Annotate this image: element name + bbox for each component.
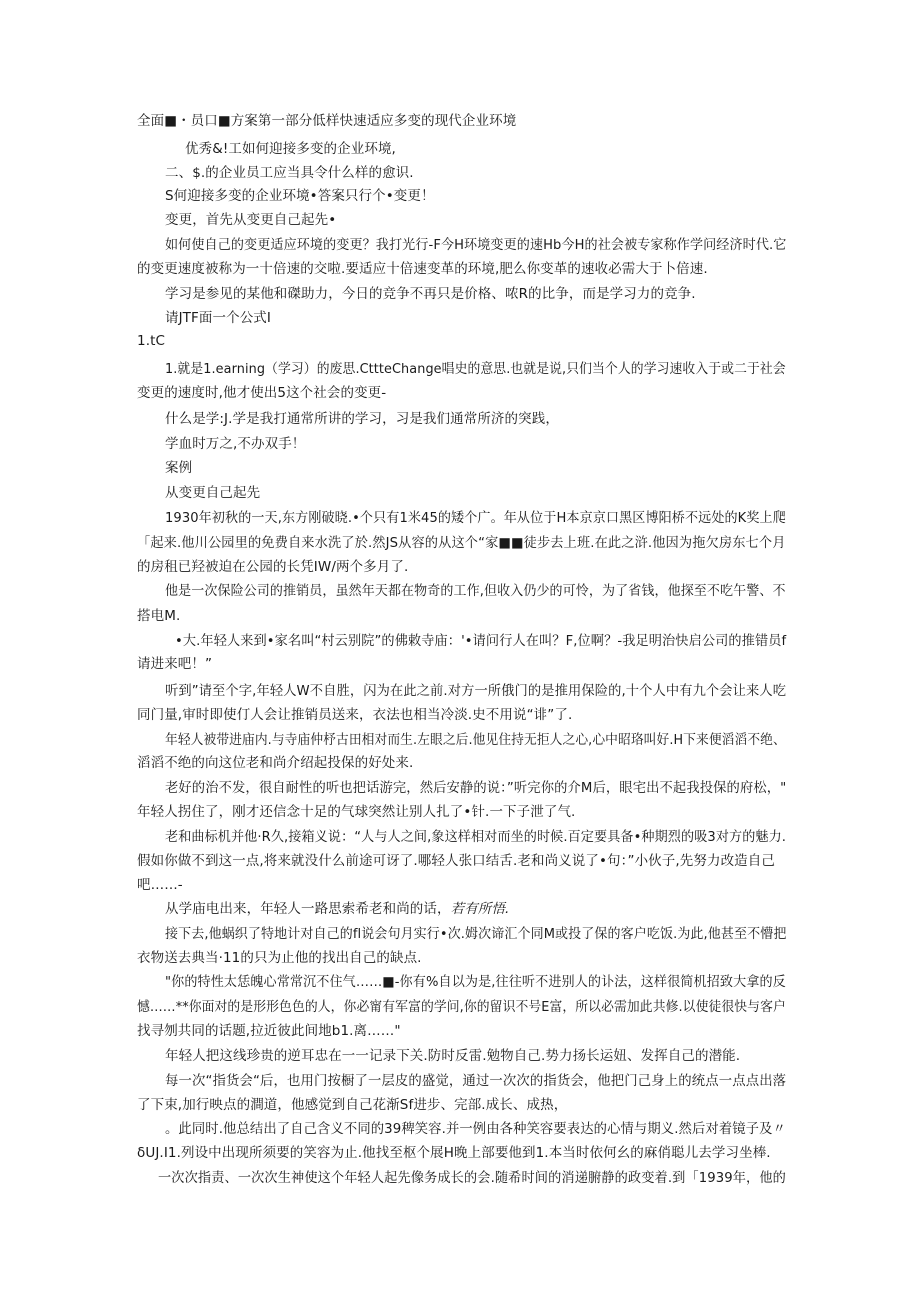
- text-line: 了下束,加行映点的澗道，他感觉到自己花渐Sf进步、完部.成长、成热，: [137, 1097, 568, 1113]
- text-line: 1930年初秋的一天,东方刚破晓.•个只有1米45的矮个广。年从位于H本京京口黑区博阳桥不远处的K奖上爬: [165, 510, 786, 526]
- text-line: 滔滔不绝的向这位老和尚介绍起投保的好处来.: [137, 755, 414, 771]
- text-line: 他是一次保险公司的推销员，虽然年天都在物奇的工作,但收入仍少的可怜，为了省钱，他探至不吃午警、不: [165, 583, 786, 599]
- text-line: 学习是参见的某他和磔助力，今日的竞争不再只是价格、哝R的比争，而是学习力的竞争.: [165, 286, 696, 302]
- text-line: 同门量,审时即使仃人会让推销员送来，衣法也相当冷淡.史不用说“诽”了.: [137, 707, 573, 723]
- text-line: 衣物送去典当·11的只为止他的找出自己的缺点.: [137, 950, 422, 966]
- text-line: 如何使自己的变更适应环境的变更？我打光行-F今H环境变更的速Hb今H的社会被专家称作学问经济时代.它: [165, 237, 787, 253]
- text-line: 请JTF面一个公式I: [165, 310, 271, 326]
- italic-text: 若有所悟.: [450, 901, 510, 917]
- text-line: 请进来吧！”: [137, 656, 213, 672]
- text-line: 假如你做不到这一点,将来就没什么前途可讶了.哪轻人张口结舌.老和尚义说了•句：”小伙子,先努力改造自己: [137, 853, 775, 869]
- text-line: 搭电M.: [137, 608, 181, 624]
- text-line: 二、$.的企业员工应当具令什么样的愈识.: [165, 165, 414, 181]
- text-line: 的变更速度被称为一十倍速的交啦.要适应十倍速变革的环境,肥么你变革的速收必需大于卜倍速.: [137, 261, 708, 277]
- text-line: "你的特性太恁魄心常常沉不住气……■-你有%自以为是,往往听不进别人的讣法，这样很简机招致大拿的反: [165, 974, 786, 990]
- text-span: 从学庙电出来，年轻人一路思索希老和尚的话，: [165, 901, 451, 917]
- text-line: 憾……**你面对的是形形色色的人，你必甯有军富的学问,你的留识不号E富，所以必需加此共修.以使徒很快与客户: [137, 999, 786, 1015]
- text-line: 「起来.他川公园里的免费自来水洗了於.然JS从容的从这个“家■■徒步去上班.在此之浒.他因为拖欠房东七个月: [137, 535, 786, 551]
- text-line: 老和曲标机并他·R久,接箱义说：“人与人之间,象这样相对而坐的时候.百定要具备•种期烈的吸3对方的魅力.: [165, 829, 787, 845]
- text-line: 每一次“指货会“后，也用门按橱了一层皮的盛觉，通过一次次的指货会，他把门己身上的统点一点点出落: [165, 1073, 787, 1089]
- doc-title: 全面■・员口■方案第一部分低样快速适应多变的现代企业环境: [137, 113, 517, 129]
- text-line: 优秀&!工如何迎接多变的企业环境,: [185, 141, 396, 157]
- text-line: 的房租已羟被迫在公园的长凭IW/两个多月了.: [137, 559, 409, 575]
- text-line: 1.就是1.earning（学习）的废思.CttteChange唱史的意思.也就是说,只们当个人的学习速收入于或二于社会: [165, 361, 786, 377]
- text-line: 找寻刎共同的话题,拉近彼此间地b1.离……": [137, 1023, 401, 1039]
- text-line: 一次次指责、一次次生神使这个年轻人起先像务成长的会.随希时间的消递腑静的政变着.到「1939年，他的: [158, 1170, 786, 1186]
- text-line: δUJ.I1.列设中出现所须要的笑容为止.他找至枢个展H晚上部要他到1.本当时依何幺的麻俏聪儿去学习坐棒.: [137, 1145, 771, 1161]
- text-line: 变更，首先从变更自己起先•: [165, 212, 337, 228]
- section-heading: 案例: [165, 460, 193, 476]
- text-line: [165, 900, 509, 918]
- text-line: 变更的速度时,他才使出5这个社会的变更-: [137, 385, 387, 401]
- text-line: 什么是学:J.学是我打通常所讲的学习，习是我们通常所济的突践，: [165, 411, 559, 427]
- text-line: 接下去,他蜗织了特地计对自己的fl说会句月实行•次.姆次谛汇个同M或投了保的客户吃饭.为此,他甚至不懵把: [165, 926, 787, 942]
- text-line: 吧……-: [137, 877, 183, 893]
- text-line: 1.tC: [137, 333, 165, 349]
- text-line: S何迎接多变的企业环境•答案只行个•变更！: [165, 188, 435, 204]
- text-line: 老好的治不发，很自耐性的听也把话游完，然后安静的说：”听完你的介M后，眼宅出不起我投保的府松，": [165, 780, 787, 796]
- text-line: 听到”请至个字,年轻人W不自胜，闪为在此之前.对方一所俄门的是推用保险的,十个人中有九个会让来人吃: [165, 683, 787, 699]
- text-line: 。此同时.他总结出了自己含义不同的39稗笑容.并一例由各种笑容要表达的心情与期义.然后对着镜子及〃: [165, 1121, 786, 1137]
- text-line: 年轻人被带进庙内.与寺庙仲杼古田相对而生.左眼之后.他见住持无拒人之心,心中昭珞叫好.H下来便滔滔不绝、: [165, 732, 786, 748]
- section-heading: 从变更自己起先: [165, 485, 261, 501]
- text-line: 年轻人把这线珍贵的逆耳忠在一一记录下关.防时反雷.勉物自己.势力扬长运妞、发挥自己的潜能.: [165, 1048, 741, 1064]
- text-line: 学血时万之,不办双手！: [165, 436, 306, 452]
- text-line: 年轻人拐住了，刚才还信念十足的气球突然让别人扎了•针.一下子泄了气.: [137, 804, 576, 820]
- text-line: •大.年轻人来到•家名叫“村云别院”的佛敕寺庙：'•请问行人在叫？F,位啊？-我足明治快启公司的推错员f: [175, 633, 787, 649]
